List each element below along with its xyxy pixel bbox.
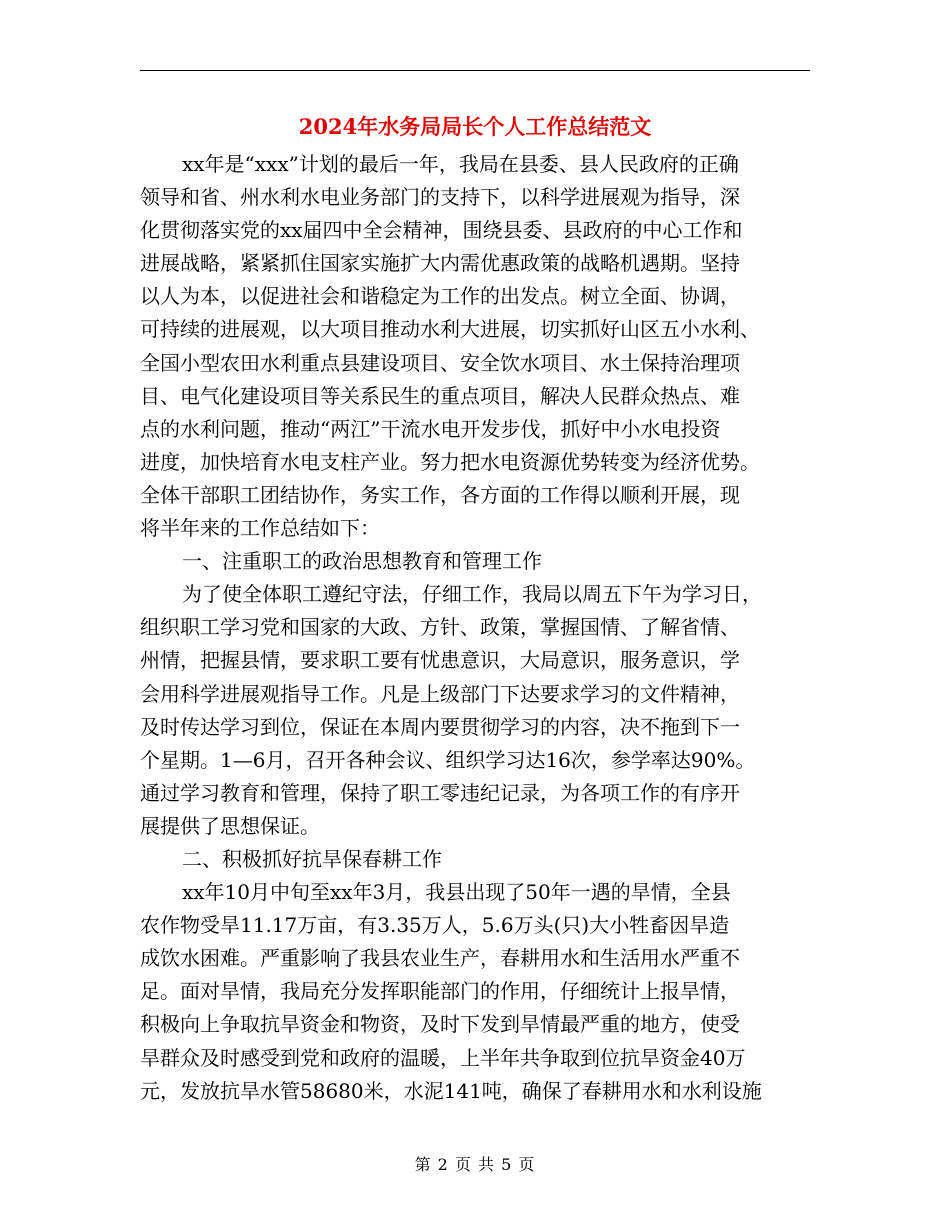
body-line: 全国小型农田水利重点县建设项目、安全饮水项目、水土保持治理项 (140, 350, 740, 375)
body-line: 将半年来的工作总结如下： (140, 516, 380, 541)
body-line: 组织职工学习党和国家的大政、方针、政策，掌握国情、了解省情、 (140, 615, 740, 640)
document-title: 2024年水务局局长个人工作总结范文 (298, 114, 652, 139)
body-line: 农作物受旱11.17万亩，有3.35万人，5.6万头(只)大小牲畜因旱造 (140, 913, 730, 938)
body-line: xx年是“xxx”计划的最后一年，我局在县委、县人民政府的正确 (182, 152, 739, 176)
body-line: 积极向上争取抗旱资金和物资，及时下发到旱情最严重的地方，使受 (140, 1012, 740, 1037)
document-body (140, 148, 820, 1108)
body-line: 及时传达学习到位，保证在本周内要贯彻学习的内容，决不拖到下一 (140, 714, 740, 739)
body-line: 通过学习教育和管理，保持了职工零违纪记录，为各项工作的有序开 (140, 780, 740, 805)
body-line: 会用科学进展观指导工作。凡是上级部门下达要求学习的文件精神， (140, 681, 740, 706)
body-line: 个星期。1—6月，召开各种会议、组织学习达16次，参学率达90%。 (140, 747, 756, 772)
body-line: 进度，加快培育水电支柱产业。努力把水电资源优势转变为经济优势。 (140, 449, 760, 474)
body-line: 目、电气化建设项目等关系民生的重点项目，解决人民群众热点、难 (140, 383, 740, 408)
body-line: 可持续的进展观，以大项目推动水利大进展，切实抓好山区五小水利、 (140, 317, 760, 342)
body-line: 成饮水困难。严重影响了我县农业生产，春耕用水和生活用水严重不 (140, 946, 740, 971)
body-line: 旱群众及时感受到党和政府的温暖，上半年共争取到位抗旱资金40万 (140, 1045, 746, 1070)
body-line: 二、积极抓好抗旱保春耕工作 (182, 846, 442, 871)
body-line: 为了使全体职工遵纪守法，仔细工作，我局以周五下午为学习日， (182, 582, 762, 607)
body-line: 进展战略，紧紧抓住国家实施扩大内需优惠政策的战略机遇期。坚持 (140, 251, 740, 276)
body-line: 化贯彻落实党的xx届四中全会精神，围绕县委、县政府的中心工作和 (140, 218, 743, 243)
body-line: 展提供了思想保证。 (140, 813, 320, 838)
header-rule (140, 70, 810, 71)
body-line: 元，发放抗旱水管58680米，水泥141吨，确保了春耕用水和水利设施 (140, 1078, 762, 1103)
page-footer: 第 2 页 共 5 页 (414, 1155, 536, 1174)
body-line: 领导和省、州水利水电业务部门的支持下，以科学进展观为指导，深 (140, 185, 740, 210)
body-line: 一、注重职工的政治思想教育和管理工作 (182, 549, 542, 574)
body-line: xx年10月中旬至xx年3月，我县出现了50年一遇的旱情，全县 (182, 880, 731, 905)
body-line: 点的水利问题，推动“两江”干流水电开发步伐，抓好中小水电投资 (140, 416, 721, 441)
body-line: 全体干部职工团结协作，务实工作，各方面的工作得以顺利开展，现 (140, 482, 740, 507)
body-line: 州情，把握县情，要求职工要有忧患意识，大局意识，服务意识，学 (140, 648, 740, 673)
body-line: 以人为本，以促进社会和谐稳定为工作的出发点。树立全面、协调， (140, 284, 740, 309)
body-line: 足。面对旱情，我局充分发挥职能部门的作用，仔细统计上报旱情， (140, 979, 740, 1004)
